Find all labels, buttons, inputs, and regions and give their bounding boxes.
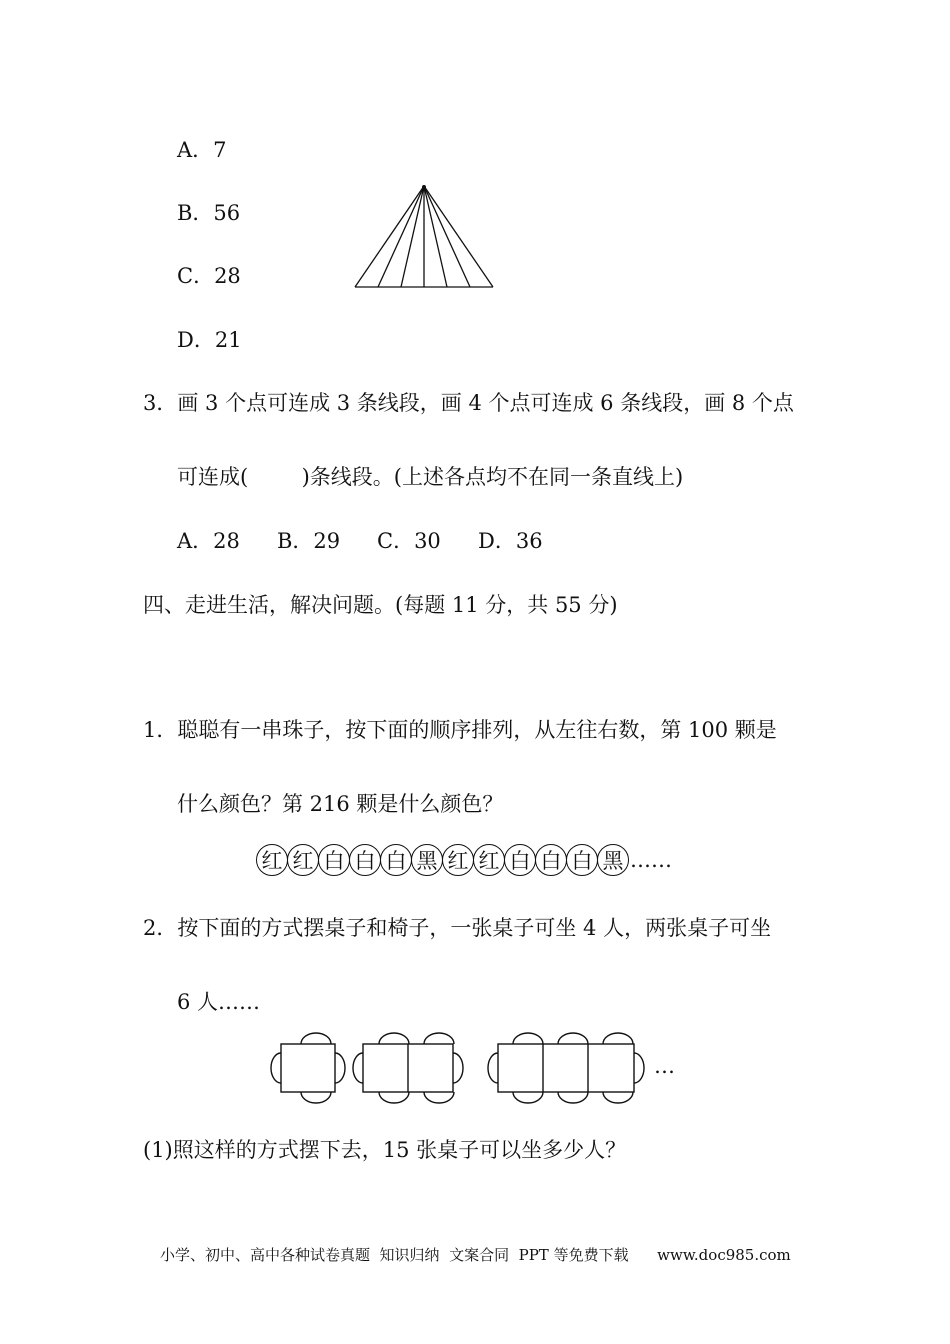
bead-ellipsis: …… <box>630 848 672 872</box>
tables-chairs-figure <box>268 1032 688 1104</box>
q3-option-c: C．30 <box>377 529 441 553</box>
q3-option-a: A．28 <box>177 529 240 553</box>
bead: 白 <box>318 844 350 876</box>
q3-option-b: B．29 <box>277 529 341 553</box>
p1-line1: 1．聪聪有一串珠子，按下面的顺序排列，从左往右数，第 100 颗是 <box>143 718 777 742</box>
bead: 白 <box>380 844 412 876</box>
bead: 黑 <box>597 844 629 876</box>
section-heading: 四、走进生活，解决问题。(每题 11 分，共 55 分) <box>143 593 618 617</box>
bead: 红 <box>442 844 474 876</box>
option-d: D．21 <box>177 328 242 352</box>
p2-line1: 2．按下面的方式摆桌子和椅子，一张桌子可坐 4 人，两张桌子可坐 <box>143 916 772 940</box>
one-table-group <box>271 1033 345 1103</box>
three-tables-group <box>488 1033 644 1103</box>
p1-line2: 什么颜色？第 216 颗是什么颜色？ <box>177 792 504 816</box>
bead: 红 <box>287 844 319 876</box>
q3-stem-line2: 可连成( )条线段。(上述各点均不在同一条直线上) <box>177 465 684 489</box>
bead: 白 <box>535 844 567 876</box>
option-a: A．7 <box>177 138 227 162</box>
option-c: C．28 <box>177 264 241 288</box>
bead: 白 <box>349 844 381 876</box>
option-b: B．56 <box>177 201 241 225</box>
figure-ellipsis: … <box>654 1054 675 1078</box>
p2-line2: 6 人…… <box>177 990 261 1014</box>
q3-stem-line1: 3．画 3 个点可连成 3 条线段，画 4 个点可连成 6 条线段，画 8 个点 <box>143 391 794 415</box>
fan-triangle-figure <box>350 182 500 294</box>
bead: 红 <box>256 844 288 876</box>
two-tables-group <box>353 1033 463 1103</box>
bead: 黑 <box>411 844 443 876</box>
bead-sequence <box>256 842 672 878</box>
bead: 红 <box>473 844 505 876</box>
page-footer: 小学、初中、高中各种试卷真题 知识归纳 文案合同 PPT 等免费下载 www.doc985.com <box>160 1246 791 1264</box>
p2-sub1: (1)照这样的方式摆下去，15 张桌子可以坐多少人？ <box>143 1138 627 1162</box>
bead: 白 <box>566 844 598 876</box>
q3-option-d: D．36 <box>478 529 543 553</box>
bead: 白 <box>504 844 536 876</box>
